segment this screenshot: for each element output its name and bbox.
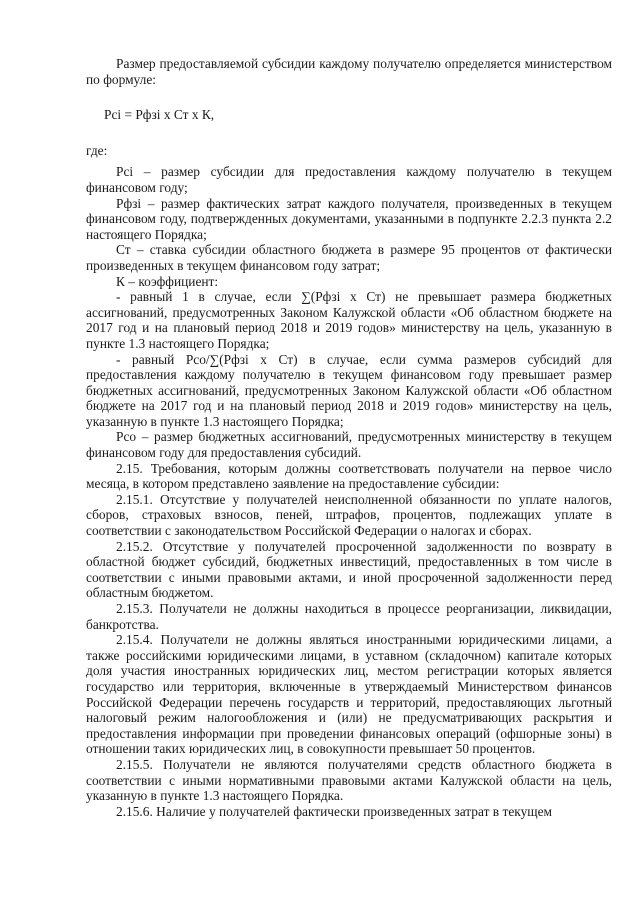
- document-body: [86, 56, 612, 819]
- clause-2-15-2: 2.15.2. Отсутствие у получателей просроченной задолженности по возврату в областной бюджет субсидий, бюджетных инвестиций, предоставленных в том числе в соответствии с иными правовыми актами, и иной просроченной задолженности перед областным бюджетом.: [86, 538, 612, 601]
- clause-2-15-6: 2.15.6. Наличие у получателей фактически произведенных затрат в текущем: [116, 803, 553, 819]
- intro-paragraph: Размер предоставляемой субсидии каждому получателю определяется министерством по формуле:: [86, 56, 612, 87]
- definition-k: К – коэффициент:: [116, 273, 219, 289]
- definition-pso: Рсо – размер бюджетных ассигнований, предусмотренных министерству в текущем финансовом году для предоставления субсидий.: [86, 429, 612, 461]
- definition-psi: Рсі – размер субсидии для предоставления каждому получателю в текущем финансовом году;: [86, 164, 612, 195]
- definition-k-case-1: - равный 1 в случае, если ∑(Рфзі х Ст) не превышает размера бюджетных ассигнований, предусмотренных Законом Калужской области «Об областном бюджете на 2017 год и на плановый период 2018 и 2019 годов» министерству на цель, указанную в пункте 1.3 настоящего Порядка;: [86, 289, 612, 351]
- clause-2-15-5: 2.15.5. Получатели не являются получателями средств областного бюджета в соответствии с иными нормативными правовыми актами Калужской области на цель, указанную в пункте 1.3 настоящего Порядка.: [86, 756, 612, 804]
- clause-2-15: 2.15. Требования, которым должны соответствовать получатели на первое число месяца, в котором представлено заявление на предоставление субсидии:: [86, 460, 612, 492]
- definition-pfzi: Рфзі – размер фактических затрат каждого получателя, произведенных в текущем финансовом году, подтвержденных документами, указанными в подпункте 2.2.3 пункта 2.2 настоящего Порядка;: [86, 195, 612, 242]
- clause-2-15-1: 2.15.1. Отсутствие у получателей неисполненной обязанности по уплате налогов, сборов, страховых взносов, пеней, штрафов, процентов, подлежащих уплате в соответствии с законодательством Российской Федерации о налогах и сборах.: [86, 491, 612, 539]
- subsidy-formula: Рсі = Рфзі х Ст х К,: [104, 107, 215, 123]
- clause-2-15-3: 2.15.3. Получатели не должны находиться в процессе реорганизации, ликвидации, банкротства.: [86, 601, 612, 632]
- definition-k-case-2: - равный Рсо/∑(Рфзі х Ст) в случае, если сумма размеров субсидий для предоставления каждому получателю в текущем финансовом году превышает размер бюджетных ассигнований, предусмотренных Законом Калужской области «Об областном бюджете на 2017 год и на плановый период 2018 и 2019 годов» министерству на цель, указанную в пункте 1.3 настоящего Порядка;: [86, 351, 612, 429]
- clause-2-15-4: 2.15.4. Получатели не должны являться иностранными юридическими лицами, а также российскими юридическими лицами, в уставном (складочном) капитале которых доля участия иностранных юридических лиц, местом регистрации которых является государство или территория, включенные в утверждаемый Министерством финансов Российской Федерации перечень государств и территорий, предоставляющих льготный налоговый режим налогообложения и (или) не предусматривающих раскрытия и предоставления информации при проведении финансовых операций (офшорные зоны) в отношении таких юридических лиц, в совокупности превышает 50 процентов.: [86, 632, 612, 757]
- definition-st: Ст – ставка субсидии областного бюджета в размере 95 процентов от фактически произведенных в текущем финансовом году затрат;: [86, 242, 612, 273]
- where-label: где:: [86, 142, 108, 158]
